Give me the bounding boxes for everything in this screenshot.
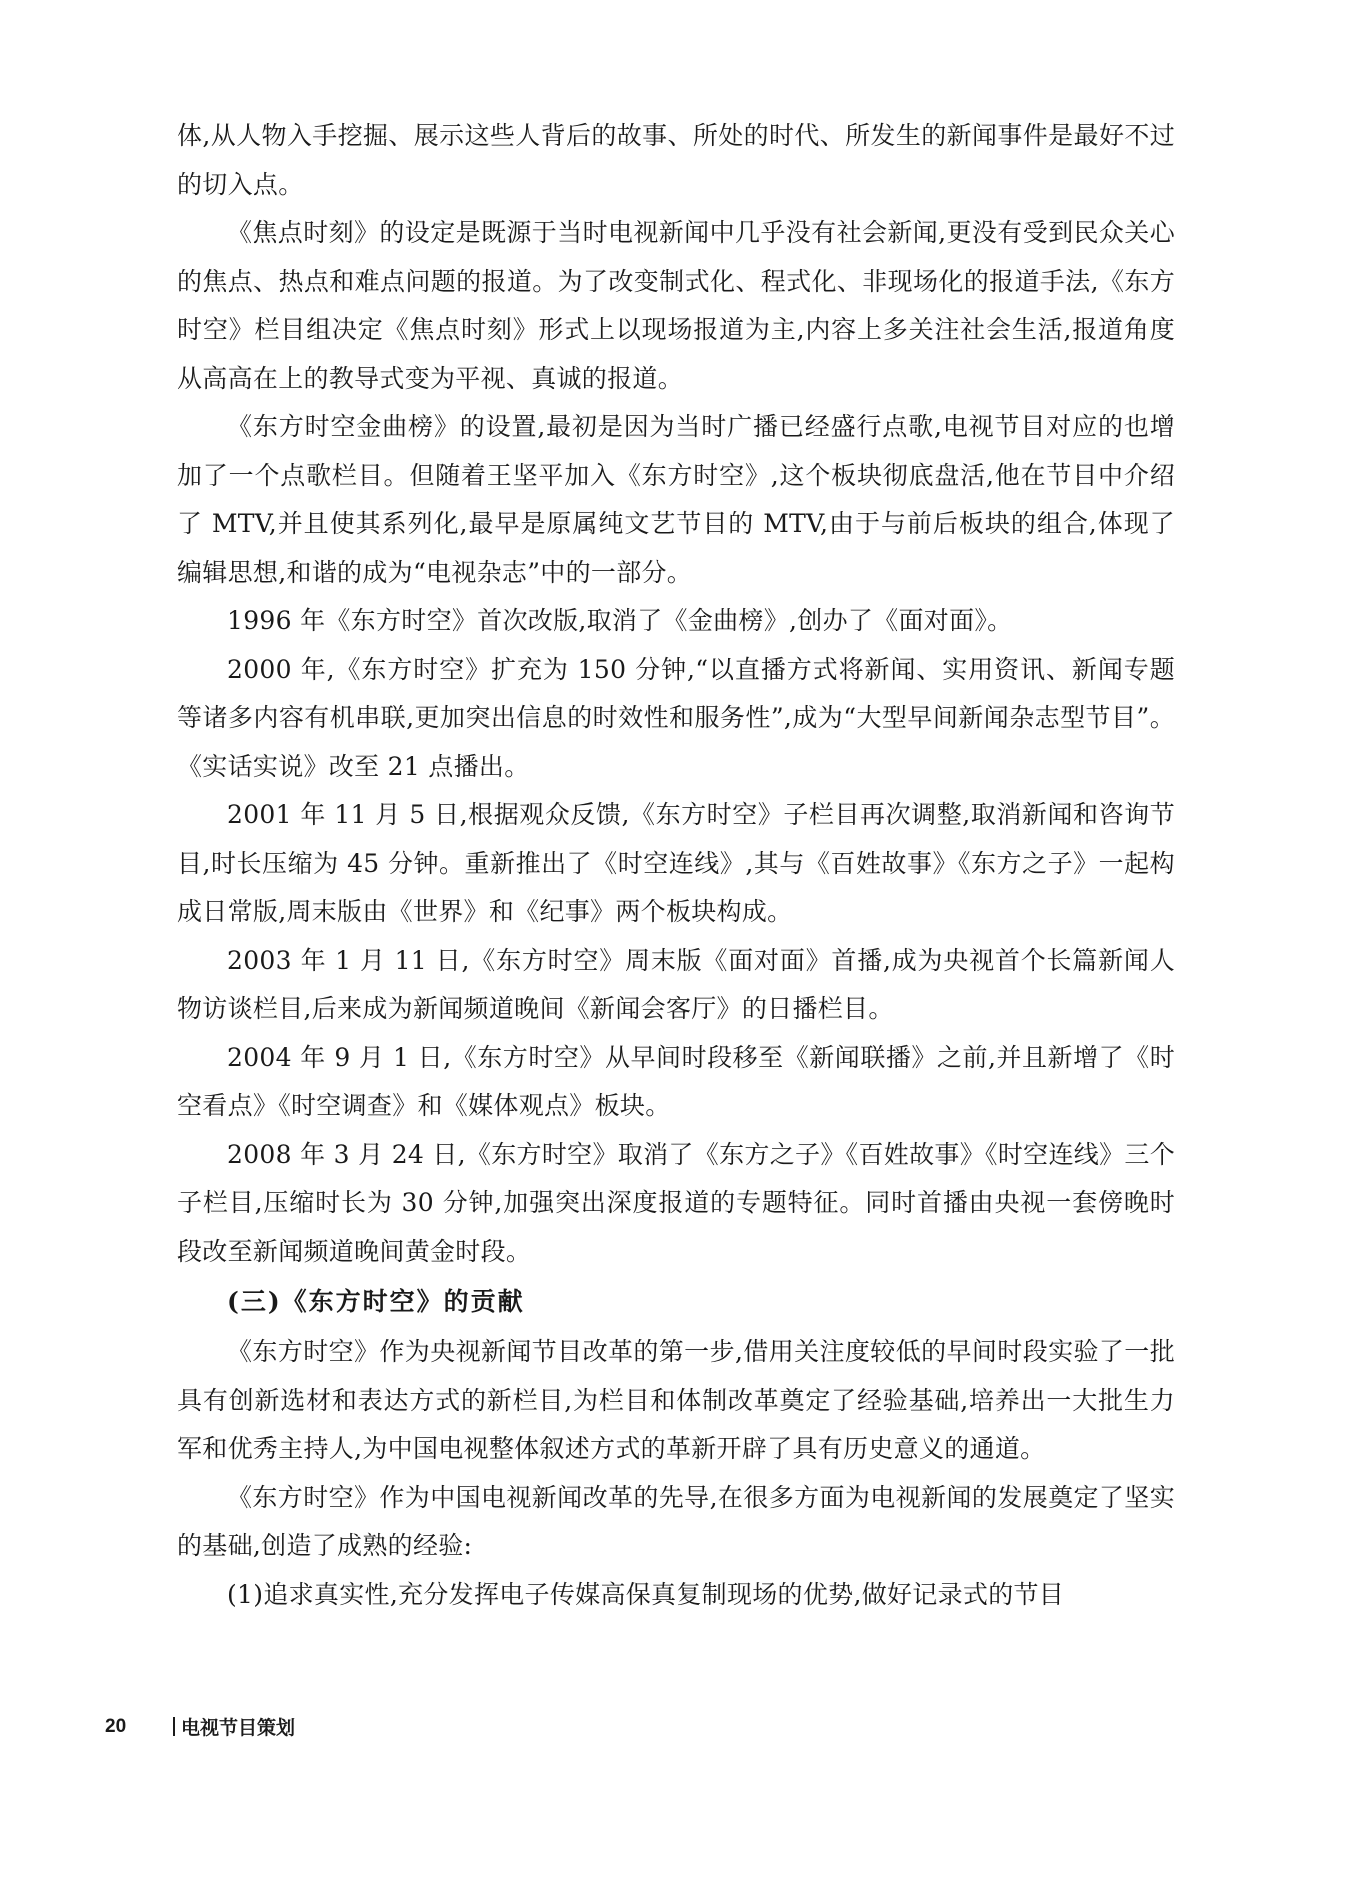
paragraph-3: 《东方时空金曲榜》的设置,最初是因为当时广播已经盛行点歌,电视节目对应的也增加了一个点歌栏目。但随着王坚平加入《东方时空》,这个板块彻底盘活,他在节目中介绍了 MTV,并且使其系列化,最早是原属纯文艺节目的 MTV,由于与前后板块的组合,体现了编辑思想,和谐的成为“电视杂志”中的一部分。 xyxy=(177,412,1175,587)
book-title: 电视节目策划 xyxy=(181,1718,296,1739)
paragraph-2: 《焦点时刻》的设定是既源于当时电视新闻中几乎没有社会新闻,更没有受到民众关心的焦点、热点和难点问题的报道。为了改变制式化、程式化、非现场化的报道手法,《东方时空》栏目组决定《焦点时刻》形式上以现场报道为主,内容上多关注社会生活,报道角度从高高在上的教导式变为平视、真诚的报道。 xyxy=(177,218,1175,393)
paragraph-8: 2004 年 9 月 1 日,《东方时空》从早间时段移至《新闻联播》之前,并且新增了《时空看点》《时空调查》和《媒体观点》板块。 xyxy=(177,1042,1175,1120)
footer-divider xyxy=(173,1717,175,1736)
paragraph-5: 2000 年,《东方时空》扩充为 150 分钟,“以直播方式将新闻、实用资讯、新闻专题等诸多内容有机串联,更加突出信息的时效性和服务性”,成为“大型早间新闻杂志型节目”。《实话实说》改至 21 点播出。 xyxy=(177,654,1175,781)
section-heading: (三)《东方时空》的贡献 xyxy=(227,1287,525,1316)
page-number: 20 xyxy=(105,1715,127,1737)
paragraph-6: 2001 年 11 月 5 日,根据观众反馈,《东方时空》子栏目再次调整,取消新闻和咨询节目,时长压缩为 45 分钟。重新推出了《时空连线》,其与《百姓故事》《东方之子》一起构成日常版,周末版由《世界》和《纪事》两个板块构成。 xyxy=(177,800,1175,926)
paragraph-9: 2008 年 3 月 24 日,《东方时空》取消了《东方之子》《百姓故事》《时空连线》三个子栏目,压缩时长为 30 分钟,加强突出深度报道的专题特征。同时首播由央视一套傍晚时段改至新闻频道晚间黄金时段。 xyxy=(177,1139,1175,1266)
paragraph-4: 1996 年《东方时空》首次改版,取消了《金曲榜》,创办了《面对面》。 xyxy=(227,606,1013,635)
paragraph-10: 《东方时空》作为央视新闻节目改革的第一步,借用关注度较低的早间时段实验了一批具有创新选材和表达方式的新栏目,为栏目和体制改革奠定了经验基础,培养出一大批生力军和优秀主持人,为中国电视整体叙述方式的革新开辟了具有历史意义的通道。 xyxy=(177,1337,1175,1463)
paragraph-7: 2003 年 1 月 11 日,《东方时空》周末版《面对面》首播,成为央视首个长篇新闻人物访谈栏目,后来成为新闻频道晚间《新闻会客厅》的日播栏目。 xyxy=(177,945,1175,1023)
page-body xyxy=(177,112,1175,1619)
paragraph-12: (1)追求真实性,充分发挥电子传媒高保真复制现场的优势,做好记录式的节目 xyxy=(227,1579,1065,1609)
paragraph-1: 体,从人物入手挖掘、展示这些人背后的故事、所处的时代、所发生的新闻事件是最好不过的切入点。 xyxy=(177,121,1175,199)
paragraph-11: 《东方时空》作为中国电视新闻改革的先导,在很多方面为电视新闻的发展奠定了坚实的基础,创造了成熟的经验: xyxy=(177,1482,1175,1560)
page-footer xyxy=(105,1713,295,1740)
